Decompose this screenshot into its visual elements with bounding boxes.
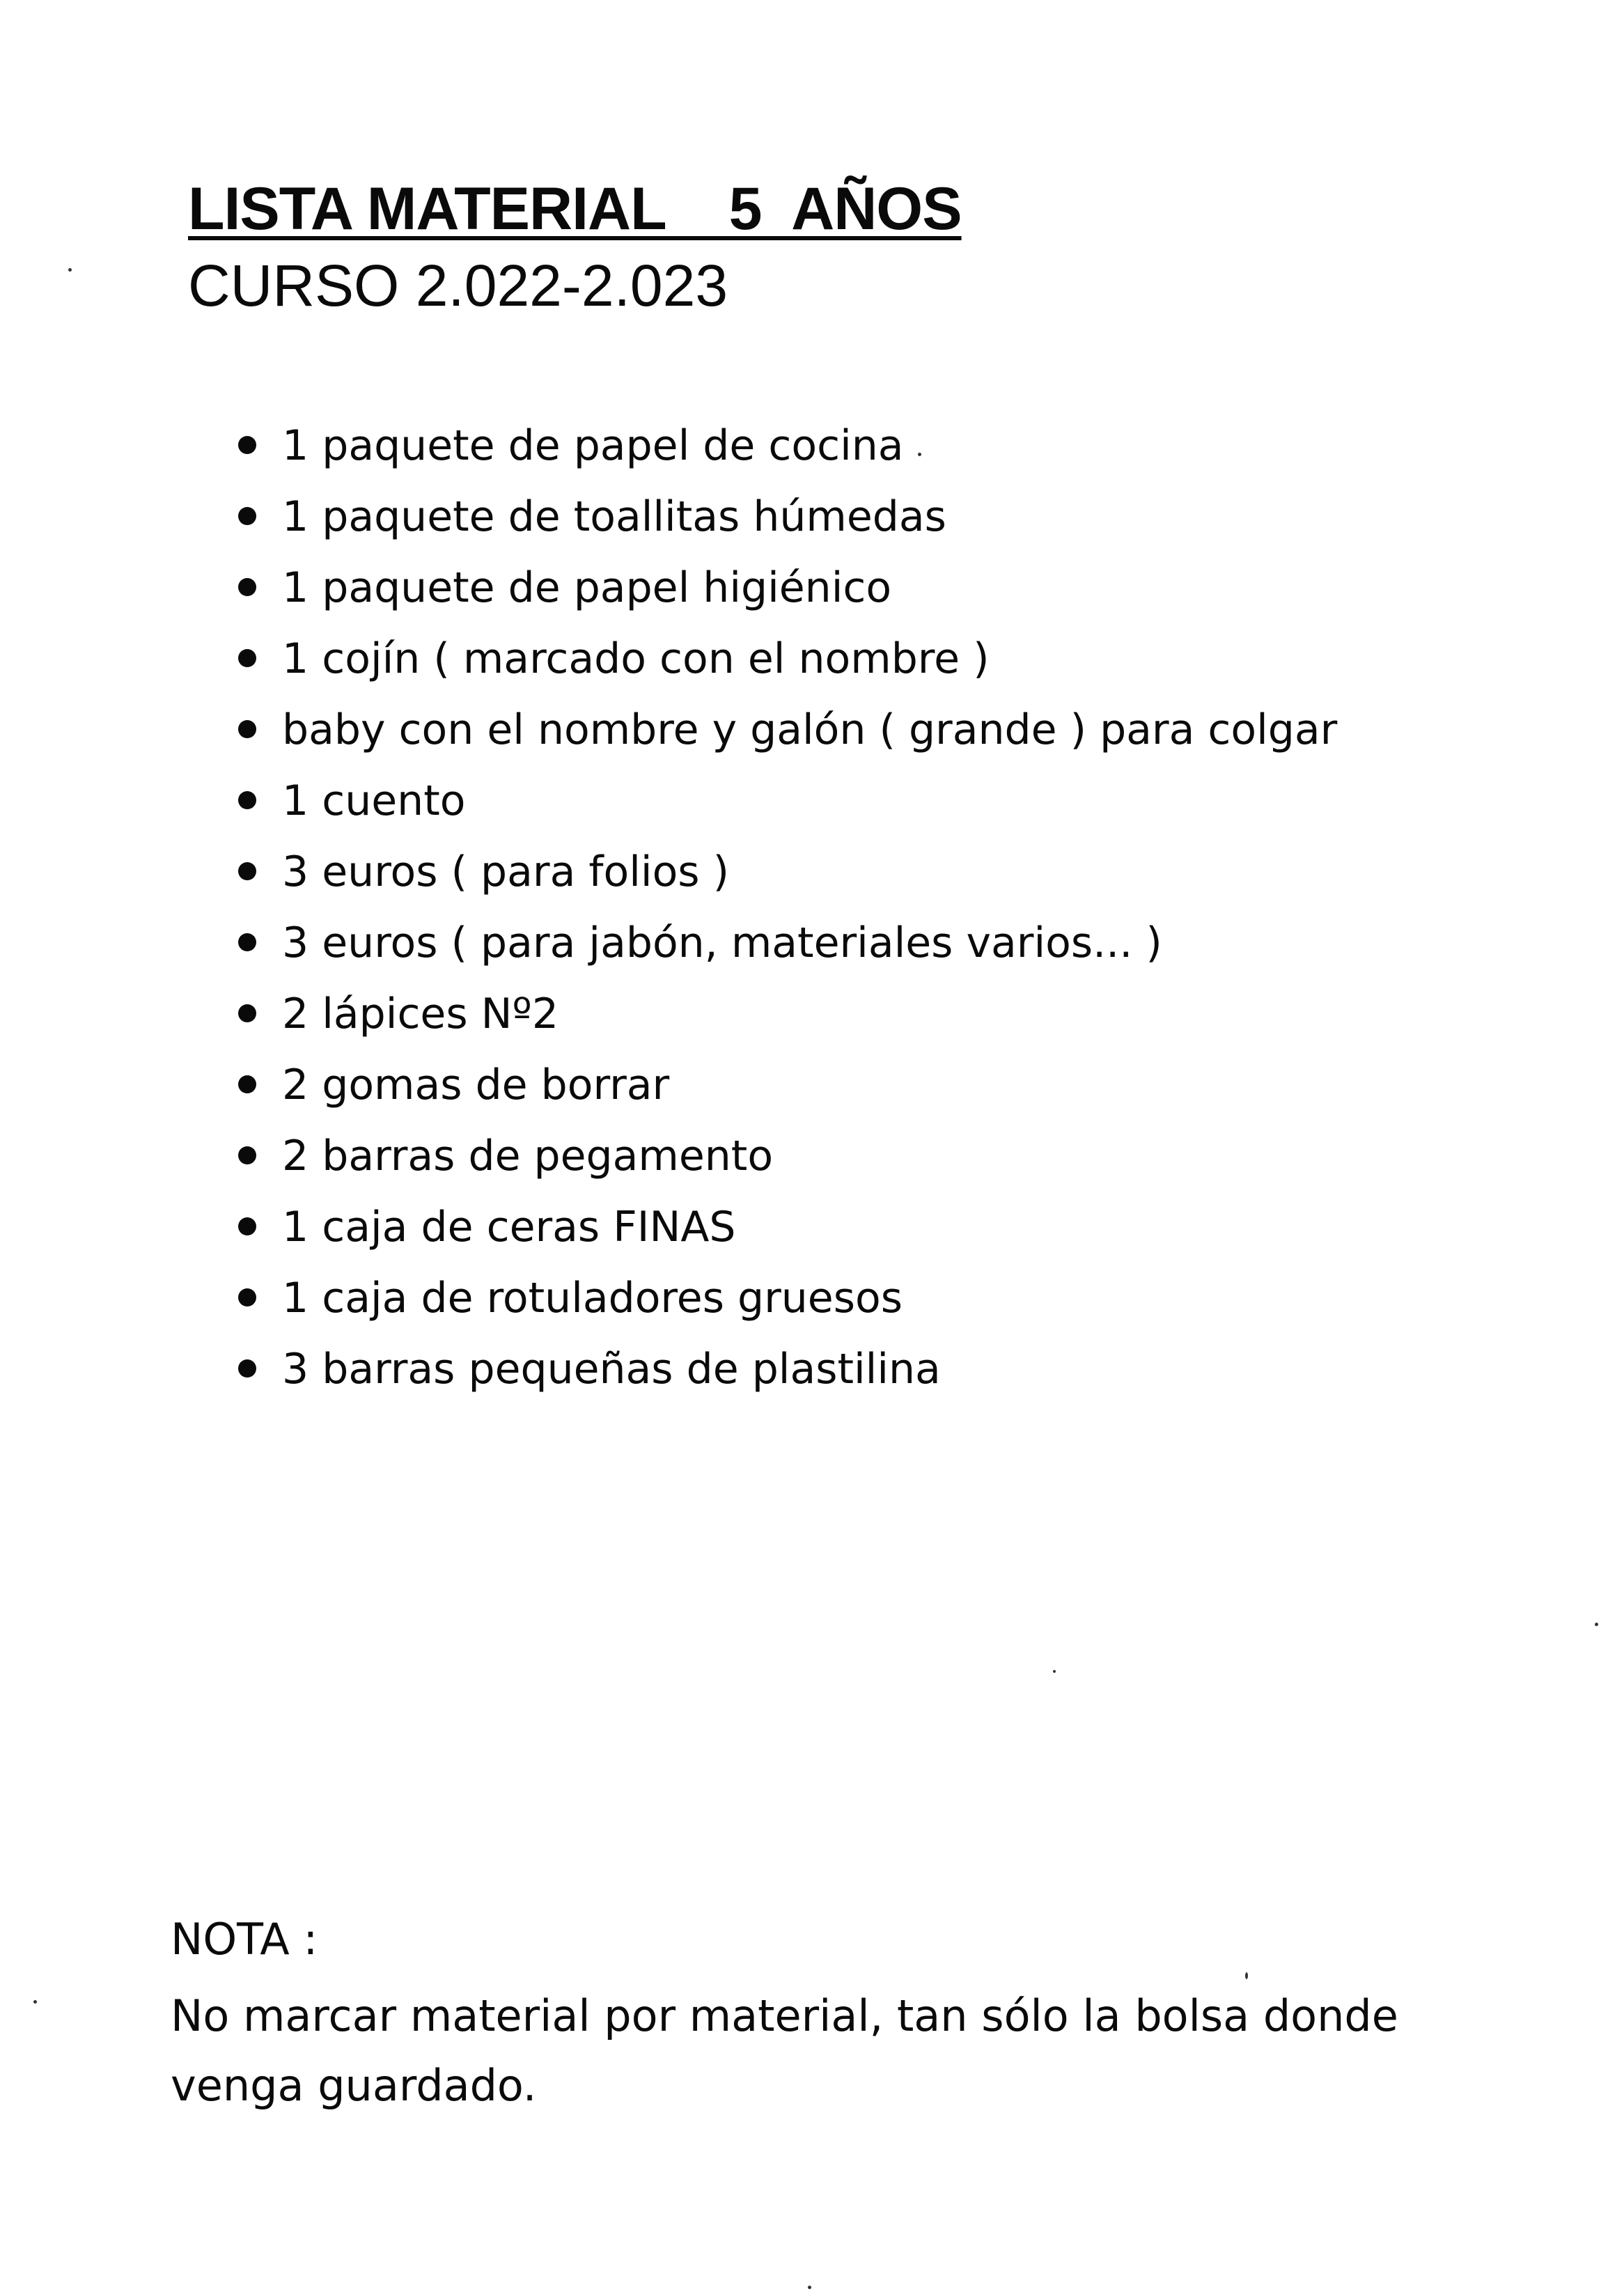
list-item [230, 482, 1337, 553]
list-item-text: 3 barras pequeñas de plastilina [282, 1345, 941, 1394]
list-item-text: 1 paquete de papel de cocina [282, 421, 904, 470]
list-item [230, 1192, 1337, 1263]
scan-speck [33, 2000, 37, 2004]
list-item-text: 1 paquete de toallitas húmedas [282, 492, 946, 541]
scan-speck [1245, 1972, 1248, 1979]
list-item-text: 1 caja de ceras FINAS [282, 1203, 736, 1251]
bullet-icon [238, 933, 256, 951]
list-item [230, 837, 1337, 908]
bullet-icon [238, 578, 256, 596]
scan-speck [1595, 1623, 1598, 1626]
bullet-icon [238, 1288, 256, 1306]
list-item [230, 553, 1337, 624]
list-item [230, 1334, 1337, 1405]
scan-speck [68, 268, 72, 272]
list-item-text: 2 lápices Nº2 [282, 990, 559, 1038]
bullet-icon [238, 1075, 256, 1093]
bullet-icon [238, 720, 256, 738]
page-subtitle: CURSO 2.022-2.023 [188, 253, 728, 318]
list-item [230, 624, 1337, 695]
list-item [230, 411, 1337, 482]
list-item-text: 2 barras de pegamento [282, 1132, 774, 1180]
list-item [230, 1263, 1337, 1334]
page-title: LISTA MATERIAL 5 AÑOS [188, 175, 962, 242]
bullet-icon [238, 649, 256, 667]
materials-list [230, 411, 1337, 1405]
bullet-icon [238, 1004, 256, 1022]
list-item [230, 1121, 1337, 1192]
list-item-text: 1 cuento [282, 777, 466, 825]
list-item [230, 1050, 1337, 1121]
note-text: No marcar material por material, tan sólo la bolsa donde venga guardado. [171, 1990, 1398, 2111]
scan-speck [918, 453, 921, 456]
scan-speck [1053, 1670, 1056, 1673]
bullet-icon [238, 507, 256, 525]
bullet-icon [238, 436, 256, 454]
list-item-text: 2 gomas de borrar [282, 1061, 670, 1109]
list-item [230, 979, 1337, 1050]
list-item [230, 908, 1337, 979]
list-item-text: 1 cojín ( marcado con el nombre ) [282, 634, 990, 683]
list-item-text: baby con el nombre y galón ( grande ) para colgar [282, 705, 1338, 754]
list-item [230, 766, 1337, 837]
list-item-text: 1 caja de rotuladores gruesos [282, 1274, 903, 1322]
bullet-icon [238, 791, 256, 809]
bullet-icon [238, 1146, 256, 1164]
list-item-text: 3 euros ( para jabón, materiales varios... ) [282, 919, 1162, 967]
scan-speck [808, 2286, 811, 2289]
list-item-text: 3 euros ( para folios ) [282, 848, 730, 896]
note-label: NOTA : [171, 1914, 318, 1965]
bullet-icon [238, 862, 256, 880]
list-item [230, 695, 1337, 766]
list-item-text: 1 paquete de papel higiénico [282, 563, 892, 612]
bullet-icon [238, 1217, 256, 1235]
bullet-icon [238, 1359, 256, 1378]
